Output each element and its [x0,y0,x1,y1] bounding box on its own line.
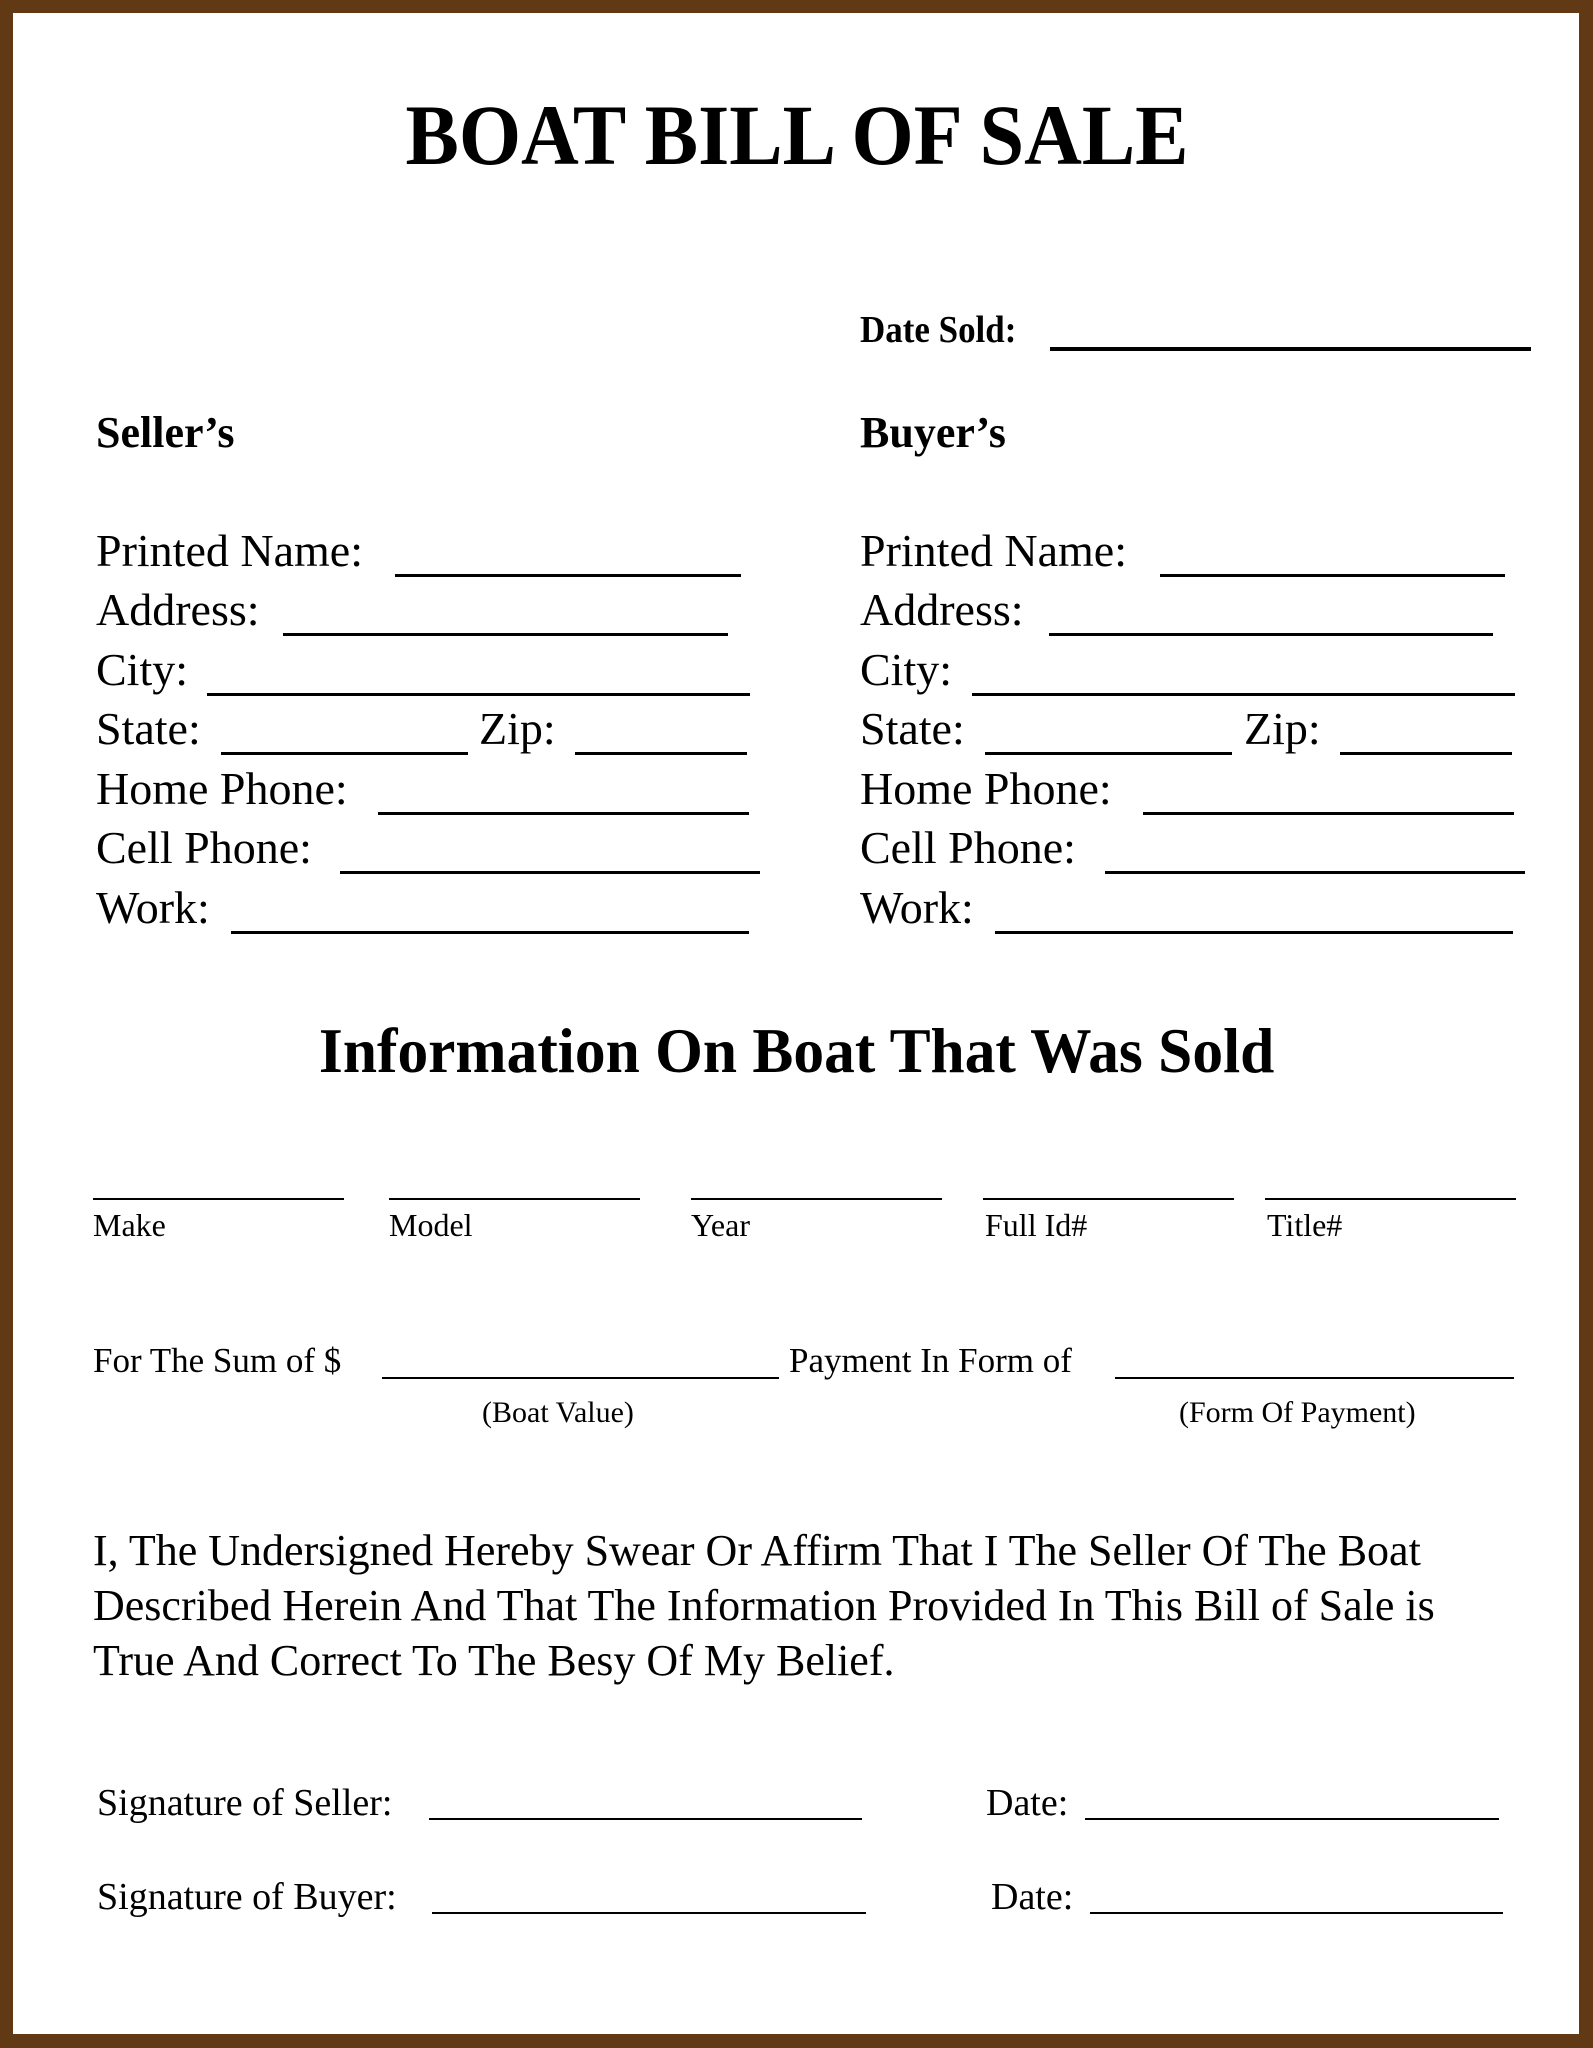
payment-label: Payment In Form of [789,1341,1072,1380]
seller-signature-label: Signature of Seller: [97,1782,393,1824]
payment-caption: (Form Of Payment) [1179,1396,1416,1429]
buyer-signature-label: Signature of Buyer: [97,1876,397,1918]
buyer-city-field[interactable] [972,693,1515,696]
seller-home-phone-label: Home Phone: [96,763,348,814]
buyer-date-label: Date: [991,1876,1074,1918]
buyer-state-field[interactable] [985,752,1232,755]
buyer-home-phone-label: Home Phone: [860,763,1112,814]
buyer-work-field[interactable] [995,931,1513,934]
buyer-address-label: Address: [860,584,1024,635]
date-sold-label: Date Sold: [860,309,1017,351]
buyer-home-phone-field[interactable] [1143,812,1514,815]
buyer-printed-name-field[interactable] [1160,574,1505,577]
make-field[interactable] [93,1198,344,1200]
full-id-field[interactable] [983,1198,1234,1200]
model-field[interactable] [389,1198,640,1200]
seller-address-field[interactable] [283,633,728,636]
seller-city-label: City: [96,644,189,695]
buyer-zip-label: Zip: [1244,703,1321,754]
full-id-label: Full Id# [985,1207,1088,1243]
seller-address-label: Address: [96,584,260,635]
seller-printed-name-label: Printed Name: [96,525,363,576]
year-field[interactable] [691,1198,942,1200]
seller-home-phone-field[interactable] [378,812,749,815]
seller-state-label: State: [96,703,201,754]
buyer-printed-name-label: Printed Name: [860,525,1127,576]
sum-caption: (Boat Value) [482,1396,634,1429]
sum-field[interactable] [382,1377,779,1379]
seller-cell-phone-field[interactable] [340,871,760,874]
seller-cell-phone-label: Cell Phone: [96,822,312,873]
title-number-label: Title# [1267,1207,1343,1243]
buyer-cell-phone-label: Cell Phone: [860,822,1076,873]
buyer-heading: Buyer’s [860,408,1006,457]
document-title: BOAT BILL OF SALE [404,87,1189,183]
seller-zip-field[interactable] [575,752,747,755]
buyer-state-label: State: [860,703,965,754]
buyer-work-label: Work: [860,882,974,933]
seller-date-label: Date: [986,1782,1069,1824]
model-label: Model [389,1207,473,1243]
date-sold-field[interactable] [1050,347,1531,351]
sum-label: For The Sum of $ [93,1341,342,1380]
buyer-signature-field[interactable] [432,1912,866,1914]
payment-field[interactable] [1115,1377,1514,1379]
buyer-zip-field[interactable] [1340,752,1512,755]
affirmation-line: I, The Undersigned Hereby Swear Or Affirm That I The Seller Of The Boat [93,1526,1421,1575]
seller-work-field[interactable] [231,931,749,934]
buyer-cell-phone-field[interactable] [1105,871,1525,874]
seller-city-field[interactable] [207,693,750,696]
seller-work-label: Work: [96,882,210,933]
seller-signature-field[interactable] [429,1818,862,1820]
boat-info-heading: Information On Boat That Was Sold [318,1015,1275,1086]
seller-zip-label: Zip: [479,703,556,754]
buyer-address-field[interactable] [1049,633,1493,636]
seller-state-field[interactable] [221,752,468,755]
year-label: Year [691,1207,750,1243]
seller-date-field[interactable] [1085,1818,1499,1820]
affirmation-line: Described Herein And That The Information Provided In This Bill of Sale is [93,1581,1435,1630]
buyer-date-field[interactable] [1090,1912,1503,1914]
title-number-field[interactable] [1265,1198,1516,1200]
seller-printed-name-field[interactable] [395,574,741,577]
buyer-city-label: City: [860,644,953,695]
affirmation-line: True And Correct To The Besy Of My Belief. [93,1636,895,1685]
make-label: Make [93,1207,166,1243]
seller-heading: Seller’s [96,408,235,457]
